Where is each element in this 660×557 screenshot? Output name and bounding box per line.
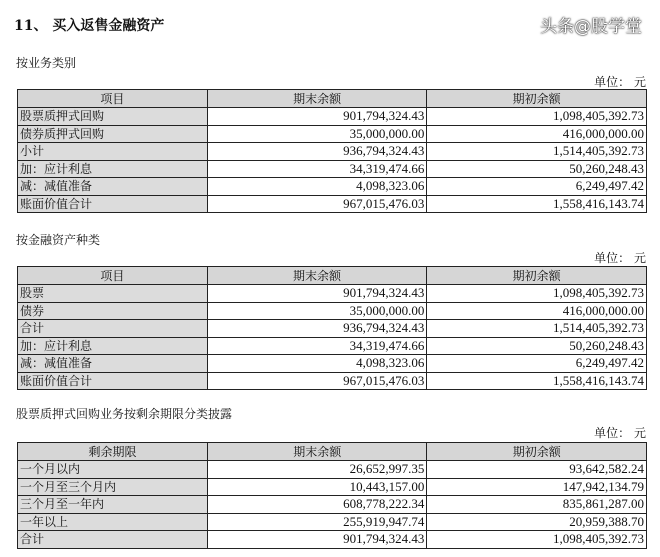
table-row	[18, 531, 647, 549]
table-header-row	[18, 267, 647, 285]
table-row	[18, 337, 647, 355]
table-row	[18, 355, 647, 373]
table-row	[18, 513, 647, 531]
row-label: 债券	[18, 302, 208, 320]
closing-balance: 967,015,476.03	[207, 372, 427, 390]
opening-balance: 20,959,388.70	[427, 513, 647, 531]
row-label: 股票	[18, 285, 208, 303]
row-label: 合计	[18, 320, 208, 338]
closing-balance: 35,000,000.00	[207, 302, 427, 320]
row-label: 减：减值准备	[18, 355, 208, 373]
data-table	[17, 442, 647, 549]
opening-balance: 416,000,000.00	[427, 125, 647, 143]
table-row	[18, 108, 647, 126]
opening-balance: 1,098,405,392.73	[427, 531, 647, 549]
closing-balance: 967,015,476.03	[207, 195, 427, 213]
subsection-title: 股票质押式回购业务按剩余期限分类披露	[16, 407, 233, 421]
column-header: 期初余额	[427, 267, 647, 285]
table-row	[18, 195, 647, 213]
table-header-row	[18, 443, 647, 461]
opening-balance: 6,249,497.42	[427, 178, 647, 196]
opening-balance: 835,861,287.00	[427, 496, 647, 514]
unit-label: 单位： 元	[594, 251, 646, 265]
subsection-title: 按金融资产种类	[16, 233, 101, 247]
data-table	[17, 266, 647, 390]
opening-balance: 1,514,405,392.73	[427, 320, 647, 338]
opening-balance: 1,558,416,143.74	[427, 372, 647, 390]
table-row	[18, 285, 647, 303]
opening-balance: 50,260,248.43	[427, 160, 647, 178]
closing-balance: 936,794,324.43	[207, 320, 427, 338]
row-label: 债券质押式回购	[18, 125, 208, 143]
closing-balance: 255,919,947.74	[207, 513, 426, 531]
table-header-row	[18, 90, 647, 108]
table-row	[18, 461, 647, 479]
closing-balance: 26,652,997.35	[207, 461, 426, 479]
table-row	[18, 160, 647, 178]
row-label: 加：应计利息	[18, 160, 208, 178]
row-label: 加：应计利息	[18, 337, 208, 355]
closing-balance: 10,443,157.00	[207, 478, 426, 496]
column-header: 剩余期限	[18, 443, 208, 461]
row-label: 小计	[18, 143, 208, 161]
closing-balance: 34,319,474.66	[207, 160, 427, 178]
opening-balance: 1,558,416,143.74	[427, 195, 647, 213]
section-title: 11、 买入返售金融资产	[14, 18, 165, 34]
opening-balance: 1,514,405,392.73	[427, 143, 647, 161]
table-row	[18, 143, 647, 161]
opening-balance: 6,249,497.42	[427, 355, 647, 373]
row-label: 账面价值合计	[18, 372, 208, 390]
closing-balance: 35,000,000.00	[207, 125, 427, 143]
watermark: 头条@股学堂	[540, 17, 642, 37]
opening-balance: 147,942,134.79	[427, 478, 647, 496]
row-label: 一个月至三个月内	[18, 478, 208, 496]
row-label: 一个月以内	[18, 461, 208, 479]
opening-balance: 1,098,405,392.73	[427, 108, 647, 126]
column-header: 期初余额	[427, 443, 647, 461]
column-header: 项目	[18, 267, 208, 285]
table-row	[18, 478, 647, 496]
unit-label: 单位： 元	[594, 426, 646, 440]
table-row	[18, 320, 647, 338]
column-header: 项目	[18, 90, 208, 108]
row-label: 减：减值准备	[18, 178, 208, 196]
column-header: 期末余额	[207, 443, 426, 461]
closing-balance: 936,794,324.43	[207, 143, 427, 161]
row-label: 一年以上	[18, 513, 208, 531]
table-row	[18, 178, 647, 196]
table-row	[18, 496, 647, 514]
row-label: 股票质押式回购	[18, 108, 208, 126]
column-header: 期末余额	[207, 90, 427, 108]
unit-label: 单位： 元	[594, 75, 646, 89]
closing-balance: 608,778,222.34	[207, 496, 426, 514]
closing-balance: 901,794,324.43	[207, 108, 427, 126]
row-label: 三个月至一年内	[18, 496, 208, 514]
opening-balance: 93,642,582.24	[427, 461, 647, 479]
column-header: 期末余额	[207, 267, 427, 285]
subsection-title: 按业务类别	[16, 56, 77, 70]
closing-balance: 4,098,323.06	[207, 178, 427, 196]
closing-balance: 4,098,323.06	[207, 355, 427, 373]
opening-balance: 50,260,248.43	[427, 337, 647, 355]
closing-balance: 901,794,324.43	[207, 531, 426, 549]
column-header: 期初余额	[427, 90, 647, 108]
row-label: 合计	[18, 531, 208, 549]
table-row	[18, 125, 647, 143]
table-row	[18, 372, 647, 390]
opening-balance: 1,098,405,392.73	[427, 285, 647, 303]
closing-balance: 34,319,474.66	[207, 337, 427, 355]
row-label: 账面价值合计	[18, 195, 208, 213]
data-table	[17, 89, 647, 213]
table-row	[18, 302, 647, 320]
opening-balance: 416,000,000.00	[427, 302, 647, 320]
closing-balance: 901,794,324.43	[207, 285, 427, 303]
